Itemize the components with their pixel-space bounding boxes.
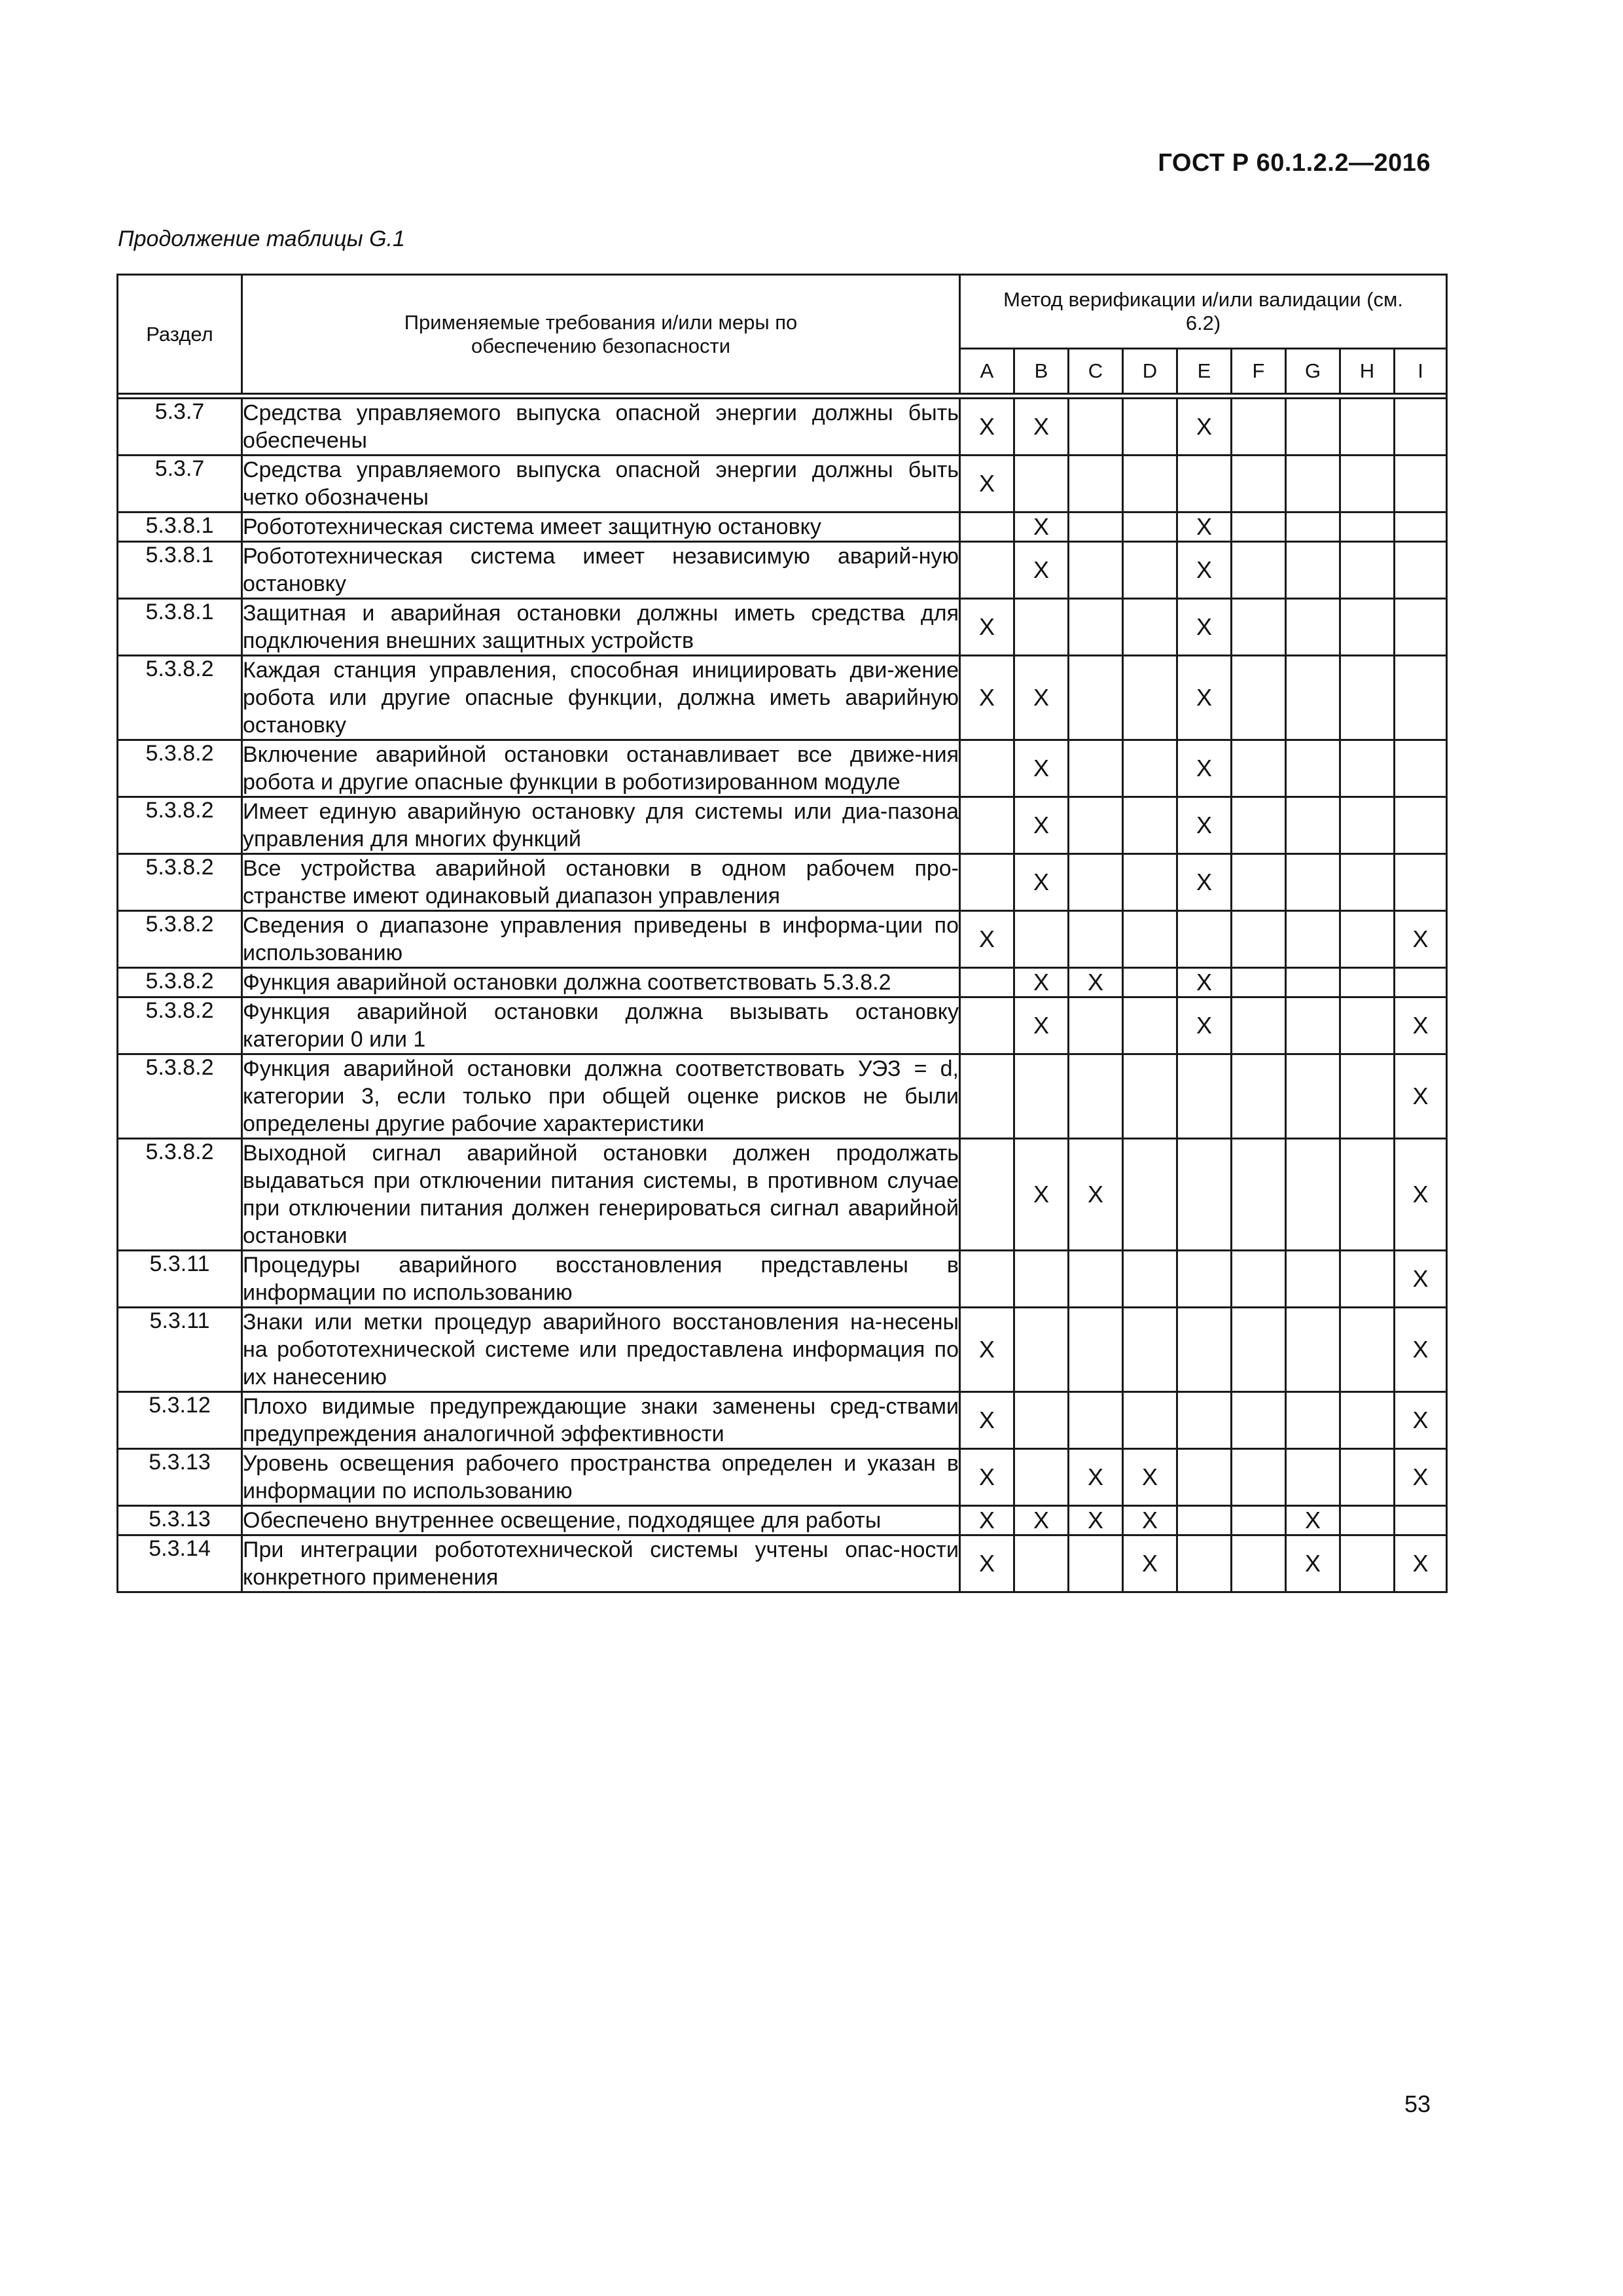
method-mark-c [1069,1308,1123,1392]
table-caption: Продолжение таблицы G.1 [118,226,405,251]
method-mark-b: X [1014,997,1069,1054]
method-mark-g [1286,1449,1340,1506]
column-header-methods: Метод верификации и/или валидации (см. 6.2) [960,275,1447,349]
method-mark-e [1177,911,1232,968]
method-letter-b: B [1014,349,1069,394]
method-mark-a: X [960,1535,1014,1592]
method-mark-h [1340,968,1395,997]
method-mark-d [1123,997,1177,1054]
method-mark-c: X [1069,968,1123,997]
method-mark-e [1177,456,1232,512]
table-row [118,456,1447,512]
method-mark-h [1340,1535,1395,1592]
method-mark-b [1014,1054,1069,1139]
method-mark-a: X [960,399,1014,456]
method-mark-b [1014,599,1069,656]
method-mark-g [1286,399,1340,456]
method-mark-e: X [1177,797,1232,854]
table-row [118,1139,1447,1251]
method-mark-d [1123,1054,1177,1139]
section-cell: 5.3.8.2 [118,968,242,997]
method-mark-i [1395,599,1447,656]
method-mark-e [1177,1251,1232,1308]
requirement-cell: Выходной сигнал аварийной остановки должен продолжать выдаваться при отключении питания системы, в противном случае при отключении питания должен генерироваться сигнал аварийной остановки [242,1139,960,1251]
method-mark-h [1340,1139,1395,1251]
method-mark-d [1123,1139,1177,1251]
method-mark-e: X [1177,599,1232,656]
method-mark-d [1123,797,1177,854]
section-cell: 5.3.7 [118,456,242,512]
method-mark-i: X [1395,1449,1447,1506]
method-mark-e: X [1177,854,1232,911]
column-header-section: Раздел [118,275,242,394]
method-mark-a [960,512,1014,542]
table-row [118,512,1447,542]
section-cell: 5.3.8.1 [118,512,242,542]
method-mark-g [1286,599,1340,656]
method-mark-b [1014,911,1069,968]
section-cell: 5.3.8.2 [118,740,242,797]
method-mark-a: X [960,1506,1014,1535]
section-cell: 5.3.14 [118,1535,242,1592]
requirement-cell: Каждая станция управления, способная инициировать дви-жение робота или другие опасные функции, должна иметь аварийную остановку [242,656,960,740]
method-letter-c: C [1069,349,1123,394]
method-mark-i [1395,512,1447,542]
method-mark-e: X [1177,512,1232,542]
method-mark-b: X [1014,968,1069,997]
method-mark-a [960,740,1014,797]
method-mark-g: X [1286,1535,1340,1592]
page-number: 53 [1404,2090,1431,2117]
method-mark-e: X [1177,399,1232,456]
method-mark-b: X [1014,854,1069,911]
method-mark-d [1123,740,1177,797]
method-mark-i [1395,456,1447,512]
method-mark-c [1069,1392,1123,1449]
method-mark-c [1069,911,1123,968]
requirement-cell: Средства управляемого выпуска опасной энергии должны быть обеспечены [242,399,960,456]
section-cell: 5.3.8.2 [118,1139,242,1251]
method-mark-i: X [1395,1535,1447,1592]
method-mark-i: X [1395,1251,1447,1308]
method-mark-c [1069,740,1123,797]
method-mark-d [1123,1308,1177,1392]
method-mark-h [1340,542,1395,599]
method-mark-c: X [1069,1449,1123,1506]
document-header: ГОСТ Р 60.1.2.2—2016 [1158,149,1431,177]
method-mark-i: X [1395,1308,1447,1392]
table-row [118,1308,1447,1392]
method-letter-h: H [1340,349,1395,394]
method-mark-c [1069,854,1123,911]
requirement-cell: Уровень освещения рабочего пространства определен и указан в информации по использованию [242,1449,960,1506]
method-mark-a: X [960,1449,1014,1506]
method-mark-d: X [1123,1535,1177,1592]
method-mark-g [1286,1139,1340,1251]
method-letter-e: E [1177,349,1232,394]
requirement-cell: Включение аварийной остановки останавливает все движе-ния робота и другие опасные функции в роботизированном модуле [242,740,960,797]
method-mark-i: X [1395,911,1447,968]
method-mark-e: X [1177,740,1232,797]
method-mark-g [1286,854,1340,911]
table-row [118,854,1447,911]
requirement-cell: Обеспечено внутреннее освещение, подходящее для работы [242,1506,960,1535]
method-mark-h [1340,656,1395,740]
method-mark-a [960,542,1014,599]
method-mark-d [1123,968,1177,997]
method-mark-h [1340,1449,1395,1506]
method-mark-f [1232,1308,1286,1392]
requirement-cell: Имеет единую аварийную остановку для системы или диа-пазона управления для многих функций [242,797,960,854]
method-mark-c [1069,797,1123,854]
method-mark-g: X [1286,1506,1340,1535]
method-mark-c [1069,399,1123,456]
method-mark-c [1069,656,1123,740]
method-mark-c [1069,1054,1123,1139]
method-mark-e [1177,1392,1232,1449]
method-mark-h [1340,512,1395,542]
table-body [118,394,1447,1592]
method-mark-h [1340,599,1395,656]
method-mark-g [1286,512,1340,542]
method-mark-e: X [1177,542,1232,599]
table-row [118,797,1447,854]
method-mark-e [1177,1308,1232,1392]
method-mark-d [1123,456,1177,512]
method-letter-g: G [1286,349,1340,394]
method-mark-f [1232,599,1286,656]
method-mark-g [1286,797,1340,854]
requirement-cell: Робототехническая система имеет независимую аварий-ную остановку [242,542,960,599]
method-mark-a: X [960,1392,1014,1449]
requirement-cell: При интеграции робототехнической системы учтены опас-ности конкретного применения [242,1535,960,1592]
table-row [118,1449,1447,1506]
section-cell: 5.3.8.2 [118,656,242,740]
requirement-cell: Сведения о диапазоне управления приведены в информа-ции по использованию [242,911,960,968]
method-mark-i [1395,656,1447,740]
method-mark-f [1232,740,1286,797]
requirement-cell: Функция аварийной остановки должна соответствовать 5.3.8.2 [242,968,960,997]
table-row [118,1535,1447,1592]
method-mark-h [1340,1392,1395,1449]
method-mark-i [1395,399,1447,456]
method-mark-i: X [1395,1054,1447,1139]
method-mark-h [1340,1054,1395,1139]
method-mark-f [1232,1506,1286,1535]
method-mark-b: X [1014,1506,1069,1535]
method-mark-f [1232,1535,1286,1592]
method-mark-g [1286,656,1340,740]
requirement-cell: Знаки или метки процедур аварийного восстановления на-несены на робототехнической системе или предоставлена информация по их нанесению [242,1308,960,1392]
method-mark-c [1069,997,1123,1054]
table-row [118,1054,1447,1139]
method-mark-h [1340,740,1395,797]
method-mark-b [1014,1535,1069,1592]
section-cell: 5.3.13 [118,1506,242,1535]
method-letter-d: D [1123,349,1177,394]
method-mark-d [1123,542,1177,599]
section-cell: 5.3.11 [118,1251,242,1308]
method-mark-d [1123,1392,1177,1449]
method-mark-b: X [1014,797,1069,854]
section-cell: 5.3.7 [118,399,242,456]
method-mark-a: X [960,599,1014,656]
method-mark-g [1286,911,1340,968]
table-row [118,1251,1447,1308]
method-mark-f [1232,797,1286,854]
method-mark-a: X [960,456,1014,512]
method-mark-b: X [1014,656,1069,740]
section-cell: 5.3.8.2 [118,797,242,854]
method-mark-b: X [1014,1139,1069,1251]
table-row [118,542,1447,599]
method-mark-a [960,1054,1014,1139]
section-cell: 5.3.8.1 [118,599,242,656]
method-mark-i [1395,854,1447,911]
method-mark-b: X [1014,740,1069,797]
method-mark-e [1177,1139,1232,1251]
method-mark-b: X [1014,512,1069,542]
method-mark-a [960,997,1014,1054]
method-mark-i: X [1395,997,1447,1054]
section-cell: 5.3.11 [118,1308,242,1392]
method-mark-c [1069,456,1123,512]
table-row [118,997,1447,1054]
table-row [118,740,1447,797]
method-mark-f [1232,997,1286,1054]
method-mark-f [1232,512,1286,542]
method-mark-f [1232,542,1286,599]
method-mark-d [1123,1251,1177,1308]
method-mark-f [1232,1449,1286,1506]
method-mark-b [1014,1392,1069,1449]
method-mark-g [1286,968,1340,997]
method-mark-a [960,1139,1014,1251]
method-mark-i [1395,542,1447,599]
method-mark-d [1123,854,1177,911]
table-row [118,1506,1447,1535]
method-mark-f [1232,854,1286,911]
method-mark-h [1340,1308,1395,1392]
header-separator [118,394,1447,399]
table-row [118,968,1447,997]
method-letter-f: F [1232,349,1286,394]
requirement-cell: Процедуры аварийного восстановления представлены в информации по использованию [242,1251,960,1308]
method-mark-i [1395,797,1447,854]
method-mark-h [1340,997,1395,1054]
table-row [118,656,1447,740]
method-mark-a [960,797,1014,854]
method-letter-a: A [960,349,1014,394]
table-row [118,1392,1447,1449]
method-mark-a [960,968,1014,997]
method-mark-a [960,1251,1014,1308]
method-mark-f [1232,656,1286,740]
method-mark-a: X [960,656,1014,740]
method-mark-e [1177,1054,1232,1139]
method-mark-d [1123,911,1177,968]
method-mark-d [1123,399,1177,456]
method-mark-f [1232,399,1286,456]
table-row [118,399,1447,456]
table-header [118,275,1447,394]
table-row [118,911,1447,968]
method-mark-c: X [1069,1506,1123,1535]
method-mark-e: X [1177,997,1232,1054]
requirement-cell: Функция аварийной остановки должна вызывать остановку категории 0 или 1 [242,997,960,1054]
method-mark-h [1340,399,1395,456]
method-mark-h [1340,797,1395,854]
method-mark-g [1286,1392,1340,1449]
method-mark-f [1232,1054,1286,1139]
method-mark-f [1232,911,1286,968]
method-mark-e: X [1177,656,1232,740]
method-mark-c [1069,542,1123,599]
method-letter-i: I [1395,349,1447,394]
method-mark-i: X [1395,1392,1447,1449]
method-mark-a [960,854,1014,911]
method-mark-g [1286,542,1340,599]
section-cell: 5.3.12 [118,1392,242,1449]
requirement-cell: Защитная и аварийная остановки должны иметь средства для подключения внешних защитных устройств [242,599,960,656]
method-mark-h [1340,854,1395,911]
column-header-requirements: Применяемые требования и/или меры по обеспечению безопасности [242,275,960,394]
method-mark-f [1232,1139,1286,1251]
method-mark-h [1340,1506,1395,1535]
method-mark-d [1123,512,1177,542]
method-mark-g [1286,997,1340,1054]
method-mark-d: X [1123,1449,1177,1506]
verification-table [116,274,1448,1593]
requirement-cell: Робототехническая система имеет защитную остановку [242,512,960,542]
method-mark-g [1286,456,1340,512]
requirement-cell: Все устройства аварийной остановки в одном рабочем про-странстве имеют одинаковый диапазон управления [242,854,960,911]
method-mark-e [1177,1449,1232,1506]
method-mark-b [1014,1251,1069,1308]
method-mark-f [1232,1392,1286,1449]
section-cell: 5.3.8.2 [118,1054,242,1139]
requirement-cell: Функция аварийной остановки должна соответствовать УЭЗ = d, категории 3, если только при общей оценке рисков не были определены другие рабочие характеристики [242,1054,960,1139]
section-cell: 5.3.8.2 [118,911,242,968]
method-mark-c [1069,512,1123,542]
table-row [118,599,1447,656]
method-mark-a: X [960,911,1014,968]
section-cell: 5.3.8.2 [118,854,242,911]
section-cell: 5.3.8.2 [118,997,242,1054]
section-cell: 5.3.8.1 [118,542,242,599]
method-mark-d: X [1123,1506,1177,1535]
requirement-cell: Средства управляемого выпуска опасной энергии должны быть четко обозначены [242,456,960,512]
method-mark-b [1014,456,1069,512]
method-mark-g [1286,1251,1340,1308]
method-mark-e [1177,1535,1232,1592]
method-mark-b [1014,1449,1069,1506]
method-mark-f [1232,968,1286,997]
method-mark-b [1014,1308,1069,1392]
method-mark-i: X [1395,1139,1447,1251]
method-mark-d [1123,599,1177,656]
method-mark-f [1232,456,1286,512]
method-mark-g [1286,1308,1340,1392]
method-mark-c: X [1069,1139,1123,1251]
method-mark-c [1069,1251,1123,1308]
method-mark-g [1286,740,1340,797]
method-mark-i [1395,968,1447,997]
method-mark-a: X [960,1308,1014,1392]
method-mark-h [1340,456,1395,512]
method-mark-h [1340,1251,1395,1308]
method-mark-i [1395,740,1447,797]
method-mark-i [1395,1506,1447,1535]
method-mark-h [1340,911,1395,968]
method-mark-e [1177,1506,1232,1535]
method-mark-g [1286,1054,1340,1139]
method-mark-c [1069,599,1123,656]
requirement-cell: Плохо видимые предупреждающие знаки заменены сред-ствами предупреждения аналогичной эффективности [242,1392,960,1449]
method-mark-b: X [1014,542,1069,599]
method-mark-e: X [1177,968,1232,997]
method-mark-b: X [1014,399,1069,456]
method-mark-d [1123,656,1177,740]
method-mark-c [1069,1535,1123,1592]
method-mark-f [1232,1251,1286,1308]
section-cell: 5.3.13 [118,1449,242,1506]
